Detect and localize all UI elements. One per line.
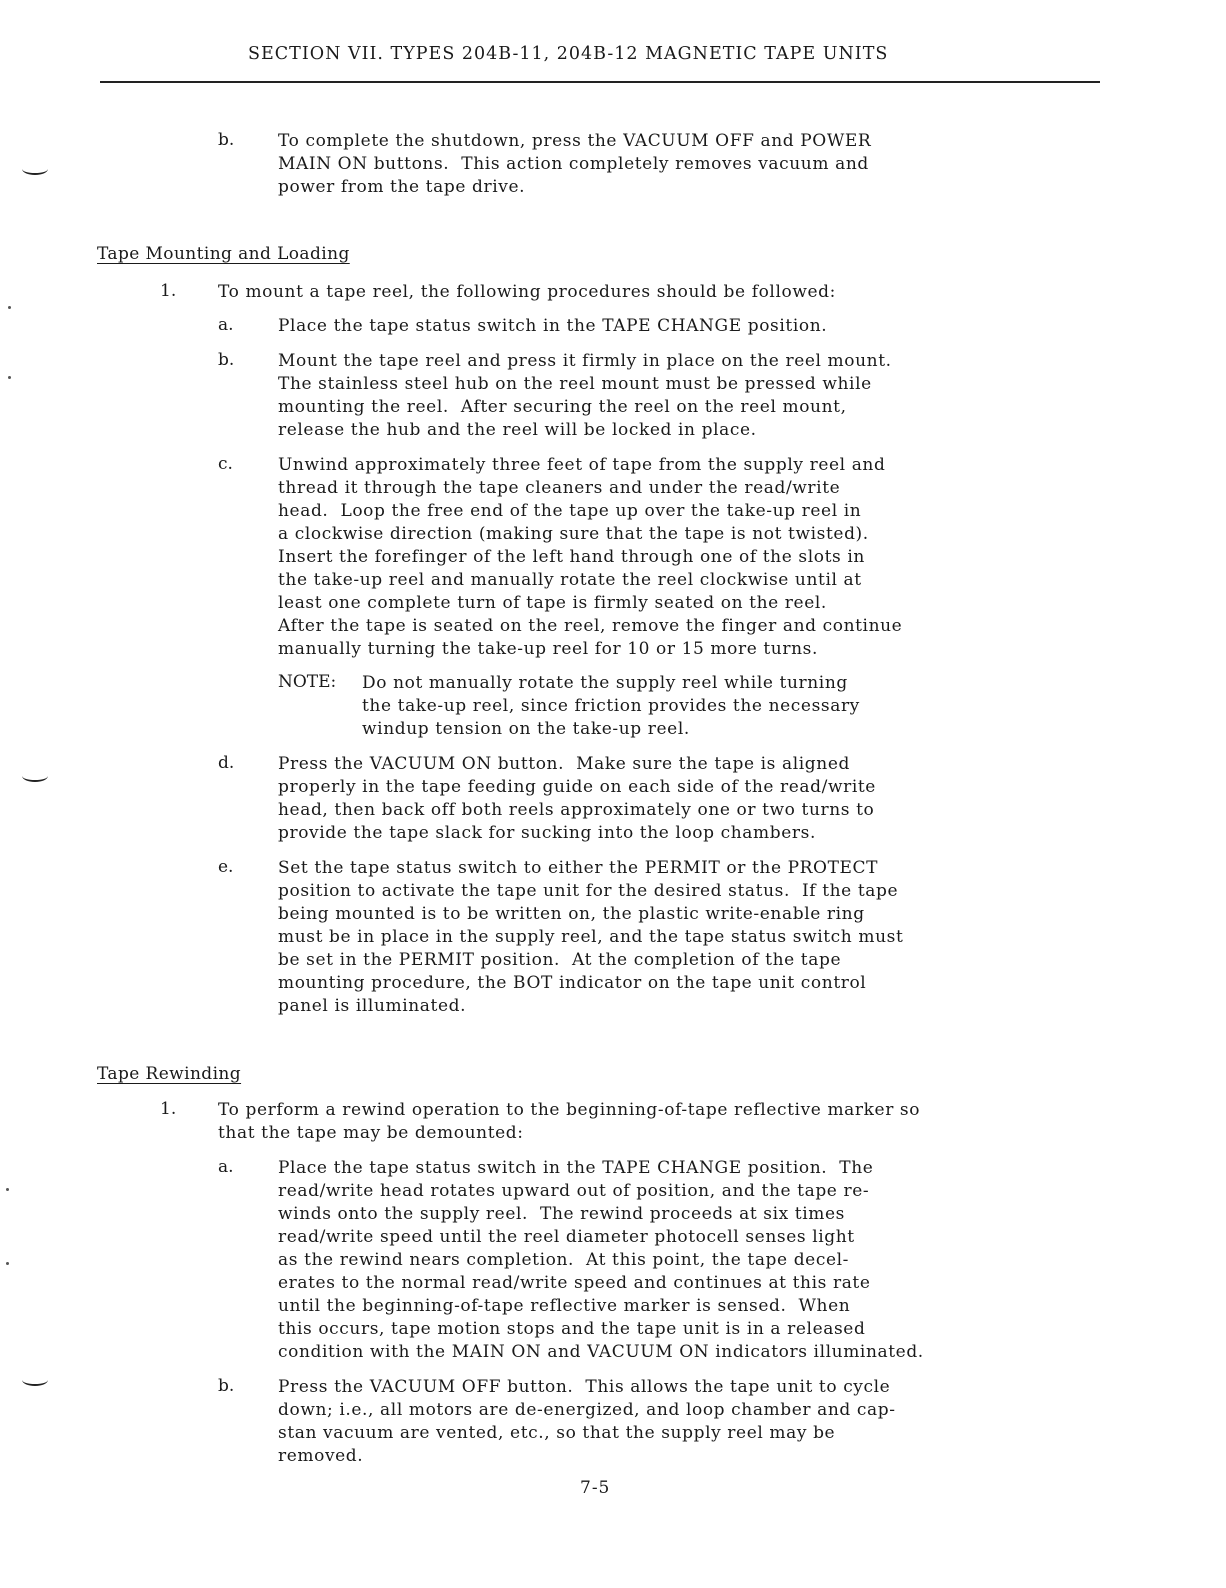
item-label: b.: [218, 1376, 235, 1396]
text-line: release the hub and the reel will be locked in place.: [278, 420, 757, 440]
item-label: e.: [218, 857, 234, 877]
text-line: mounting procedure, the BOT indicator on the tape unit control: [278, 973, 867, 993]
text-line: The stainless steel hub on the reel mount must be pressed while: [278, 374, 872, 394]
text-line: After the tape is seated on the reel, remove the finger and continue: [278, 616, 903, 636]
text-line: Press the VACUUM OFF button. This allows the tape unit to cycle: [278, 1377, 891, 1397]
scan-speck: [6, 1188, 9, 1191]
text-line: mounting the reel. After securing the reel on the reel mount,: [278, 397, 847, 417]
step-text: that the tape may be demounted:: [218, 1123, 524, 1143]
text-line: least one complete turn of tape is firmly seated on the reel.: [278, 593, 827, 613]
margin-mark: [22, 770, 48, 782]
text-line: To complete the shutdown, press the VACUUM OFF and POWER: [278, 131, 872, 151]
item-label: b.: [218, 350, 235, 370]
text-line: panel is illuminated.: [278, 996, 467, 1016]
text-line: the take-up reel and manually rotate the reel clockwise until at: [278, 570, 862, 590]
text-line: MAIN ON buttons. This action completely removes vacuum and: [278, 154, 869, 174]
section-heading-mounting: Tape Mounting and Loading: [97, 244, 350, 264]
text-line: read/write head rotates upward out of position, and the tape re-: [278, 1181, 870, 1201]
item-label: b.: [218, 130, 235, 150]
text-line: down; i.e., all motors are de-energized, and loop chamber and cap-: [278, 1400, 896, 1420]
text-line: being mounted is to be written on, the plastic write-enable ring: [278, 904, 865, 924]
step-text: To perform a rewind operation to the beginning-of-tape reflective marker so: [218, 1100, 921, 1120]
note-line: the take-up reel, since friction provides the necessary: [362, 696, 860, 716]
step-number: 1.: [160, 281, 177, 301]
text-line: position to activate the tape unit for the desired status. If the tape: [278, 881, 899, 901]
section-heading-rewinding: Tape Rewinding: [97, 1064, 242, 1084]
text-line: Press the VACUUM ON button. Make sure the tape is aligned: [278, 754, 850, 774]
text-line: Unwind approximately three feet of tape from the supply reel and: [278, 455, 886, 475]
text-line: a clockwise direction (making sure that the tape is not twisted).: [278, 524, 869, 544]
text-line: provide the tape slack for sucking into the loop chambers.: [278, 823, 816, 843]
note-line: Do not manually rotate the supply reel while turning: [362, 673, 848, 693]
step-number: 1.: [160, 1099, 177, 1119]
section-header: SECTION VII. TYPES 204B-11, 204B-12 MAGNETIC TAPE UNITS: [248, 44, 889, 64]
note-label: NOTE:: [278, 672, 337, 692]
item-label: a.: [218, 315, 234, 335]
item-label: c.: [218, 454, 233, 474]
text-line: manually turning the take-up reel for 10 or 15 more turns.: [278, 639, 818, 659]
text-line: as the rewind nears completion. At this point, the tape decel-: [278, 1250, 850, 1270]
scan-speck: [6, 1262, 9, 1265]
text-line: Insert the forefinger of the left hand through one of the slots in: [278, 547, 865, 567]
text-line: Mount the tape reel and press it firmly in place on the reel mount.: [278, 351, 892, 371]
text-line: Place the tape status switch in the TAPE CHANGE position.: [278, 316, 828, 336]
item-label: d.: [218, 753, 235, 773]
text-line: Set the tape status switch to either the PERMIT or the PROTECT: [278, 858, 879, 878]
text-line: removed.: [278, 1446, 364, 1466]
text-line: winds onto the supply reel. The rewind proceeds at six times: [278, 1204, 845, 1224]
text-line: erates to the normal read/write speed and continues at this rate: [278, 1273, 871, 1293]
text-line: be set in the PERMIT position. At the completion of the tape: [278, 950, 842, 970]
text-line: this occurs, tape motion stops and the tape unit is in a released: [278, 1319, 866, 1339]
text-line: stan vacuum are vented, etc., so that the supply reel may be: [278, 1423, 836, 1443]
text-line: head, then back off both reels approximately one or two turns to: [278, 800, 875, 820]
text-line: Place the tape status switch in the TAPE CHANGE position. The: [278, 1158, 874, 1178]
text-line: condition with the MAIN ON and VACUUM ON indicators illuminated.: [278, 1342, 924, 1362]
item-label: a.: [218, 1157, 234, 1177]
text-line: until the beginning-of-tape reflective marker is sensed. When: [278, 1296, 851, 1316]
margin-mark: [22, 163, 48, 175]
note-line: windup tension on the take-up reel.: [362, 719, 690, 739]
page-number: 7-5: [580, 1478, 611, 1498]
margin-mark: [22, 1374, 48, 1386]
text-line: read/write speed until the reel diameter photocell senses light: [278, 1227, 855, 1247]
text-line: properly in the tape feeding guide on each side of the read/write: [278, 777, 876, 797]
step-text: To mount a tape reel, the following procedures should be followed:: [218, 282, 836, 302]
text-line: must be in place in the supply reel, and the tape status switch must: [278, 927, 904, 947]
text-line: thread it through the tape cleaners and under the read/write: [278, 478, 841, 498]
text-line: power from the tape drive.: [278, 177, 526, 197]
header-rule: [100, 81, 1100, 83]
scan-speck: [8, 376, 11, 379]
text-line: head. Loop the free end of the tape up over the take-up reel in: [278, 501, 862, 521]
scan-speck: [8, 306, 11, 309]
